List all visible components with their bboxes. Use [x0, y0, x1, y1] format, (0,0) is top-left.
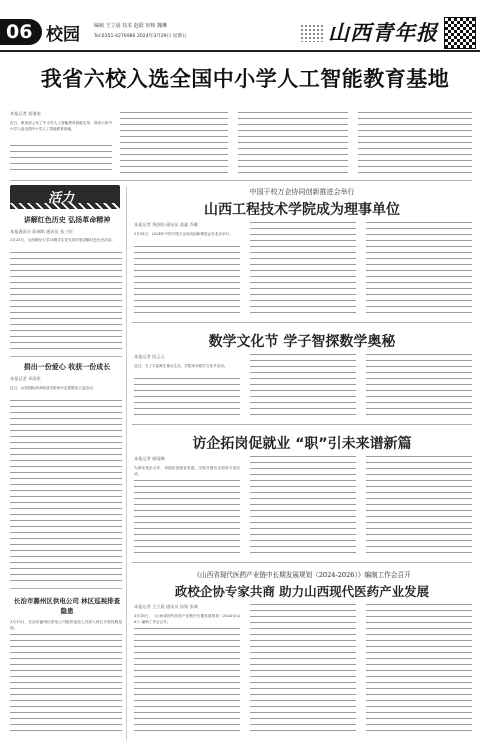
sidebar-article-2-byline: 本报记者 邓雨彤 — [10, 376, 41, 381]
article-1-byline: 本报记者 黄舒阳 通讯员 高鑫 乔璐 — [134, 222, 198, 227]
sidebar-article-1-body — [10, 252, 122, 350]
main-headline: 我省六校入选全国中小学人工智能教育基地 — [40, 67, 450, 91]
article-1-kicker: 中国干校万企协同创新推进会举行 — [249, 188, 355, 196]
page-header — [0, 0, 480, 56]
article-2-title: 数学文化节 学子智探数学奥秘 — [208, 334, 396, 350]
sidebar-article-3-opening: 3月15日，长治市潞州区供电公司组织巡视人员深入林区开展线路巡视。 — [10, 620, 122, 630]
header-rule — [0, 50, 480, 52]
qr-code — [444, 17, 476, 49]
article-4-byline: 本报记者 王立晨 通讯员 孙妍 张瑛 — [134, 604, 198, 609]
sidebar-article-3-body — [10, 634, 122, 736]
sidebar-article-1-byline: 本报通讯员 陈瑞琪 通讯员 张三明 — [10, 229, 73, 234]
article-1-body-col3 — [366, 222, 472, 316]
sidebar-rule-1 — [10, 356, 122, 357]
sidebar-rule-2 — [10, 588, 122, 589]
article-4-title: 政校企协专家共商 助力山西现代医药产业发展 — [174, 584, 430, 599]
masthead-dots — [300, 24, 324, 42]
article-2-rule — [132, 424, 472, 425]
section-name: 校园 — [46, 25, 80, 45]
lead-bottom-rule — [10, 180, 472, 181]
article-1-opening: 3月18日，2024年中国干校万企协同创新推进会在北京举行。 — [134, 232, 233, 236]
article-3-body-col3 — [366, 456, 472, 556]
article-1-rule — [132, 322, 472, 323]
sidebar-article-2-opening: 近日，山西国际商务职业学院举行志愿服务公益活动。 — [10, 386, 97, 390]
sidebar-article-3-title: 长治市潞州区供电公司 林区巡视排查隐患 — [13, 597, 121, 615]
article-2-body-col3 — [366, 354, 472, 418]
lead-byline: 本报记者 贾瑾南 — [10, 111, 41, 116]
article-3-body-col2 — [250, 456, 356, 556]
editor-line: 编辑 王立晨 技术 赵跃 审核 魏琳 — [94, 23, 167, 29]
article-2-byline: 本报记者 段云云 — [134, 354, 165, 359]
article-3-title: 访企拓岗促就业 “职”引未来谱新篇 — [192, 436, 412, 452]
article-4-kicker: 《山西省现代医药产业链中长期发展规划（2024-2026）》编制工作会召开 — [193, 571, 411, 579]
masthead-logo: 山西青年报 — [328, 20, 438, 45]
article-4-body-col1 — [134, 628, 240, 736]
article-1-title: 山西工程技术学院成为理事单位 — [204, 202, 400, 218]
article-3-byline: 本报记者 郭雨峰 — [134, 456, 165, 461]
article-1-body-col2 — [250, 222, 356, 316]
lead-body-col1 — [10, 145, 112, 175]
article-2-body-col1 — [134, 378, 240, 418]
lead-opening: 近日，教育部公布了中小学人工智能教育基地名单，我省六所中小学入选全国中小学人工智能教育基地。 — [10, 121, 112, 131]
sidebar-article-1-title: 讲解红色历史 弘扬革命精神 — [23, 216, 111, 224]
article-3-rule — [132, 562, 472, 563]
page-number-badge — [0, 19, 42, 45]
sidebar-logo — [10, 185, 120, 209]
page-number: 06 — [6, 21, 33, 43]
sidebar-article-2-title: 捐出一份爱心 收获一份成长 — [23, 363, 111, 371]
sidebar-divider — [126, 186, 127, 740]
article-4-body-col2 — [250, 604, 356, 736]
sidebar-article-2-body — [10, 400, 122, 582]
article-4-body-col3 — [366, 604, 472, 736]
sidebar-article-1-opening: 3月25日，山西财经大学25级学生党支部开展讲解红色历史活动。 — [10, 238, 115, 242]
article-3-opening: 为深化校企合作，持续拓宽就业渠道，学院开展访企拓岗专项活动。 — [134, 466, 240, 476]
sidebar-logo-text: 活力 — [48, 191, 75, 206]
article-4-opening: 3月18日，《山西省现代医药产业链中长期发展规划（2024-2026）》编制工作会召开。 — [134, 614, 240, 624]
lead-body-col4 — [358, 112, 472, 174]
contact-line: Tel:0351-4276986 2024年3月29日 星期五 — [94, 34, 187, 39]
article-1-body-col1 — [134, 246, 240, 316]
article-3-body-col1 — [134, 480, 240, 556]
lead-body-col2 — [120, 112, 228, 174]
article-2-body-col2 — [250, 354, 356, 418]
article-2-opening: 近日，为了丰富师生课余生活，学院举办数学文化节活动。 — [134, 364, 228, 368]
lead-body-col3 — [238, 112, 348, 174]
